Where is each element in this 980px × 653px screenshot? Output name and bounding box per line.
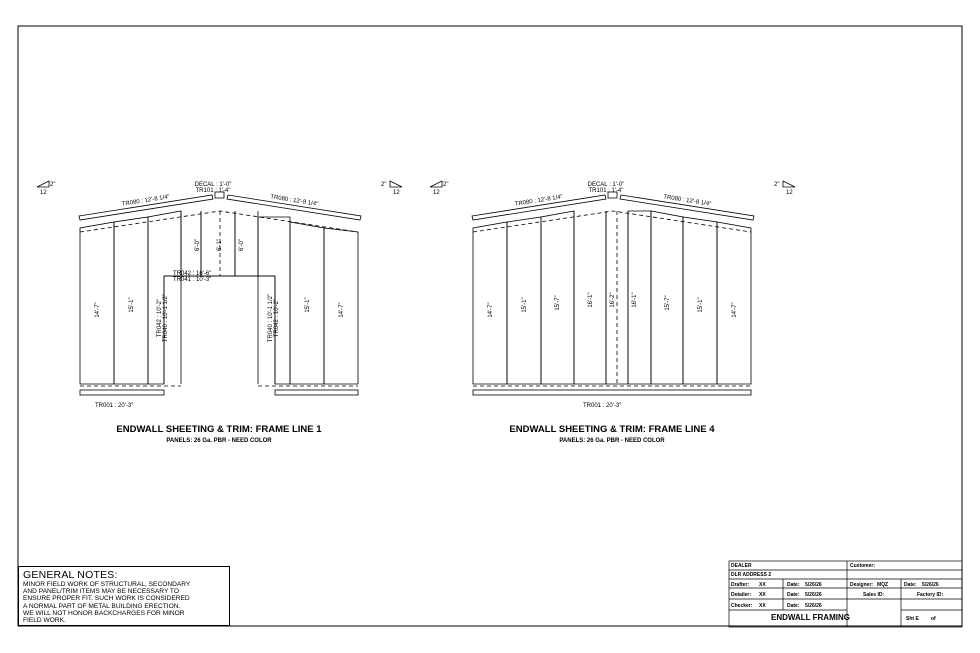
general-notes-line: AND PANEL/TRIM ITEMS MAY BE NECESSARY TO (23, 588, 179, 596)
roof-slope-line (473, 211, 751, 232)
jamb-trim-label: TR042 : 10'-2" (157, 298, 163, 338)
pitch-rise: 2" (50, 182, 56, 188)
panel-length-label: 15'-7" (555, 295, 561, 311)
date-label: Date: (787, 592, 800, 598)
pitch-rise: 2" (774, 182, 780, 188)
general-notes-line: FIELD WORK. (23, 617, 66, 625)
jamb-trim-label: TR040 : 10'-1 1/2" (268, 293, 274, 343)
date-value: 5/26/26 (805, 592, 822, 598)
panel-length-label: 15'-1" (698, 297, 704, 313)
base-trim-label: TR001 : 20'-3" (95, 403, 134, 409)
pitch-run: 12 (40, 190, 47, 196)
ridge-trim-label: TR101 : 1'-4" (195, 188, 231, 194)
header-trim-label: TR042 : 16'-6" (173, 271, 212, 277)
sales-id-label: Sales ID: (863, 592, 885, 598)
panel-length-label: 6'-1" (217, 239, 223, 251)
view-title: ENDWALL SHEETING & TRIM: FRAME LINE 4 (509, 424, 715, 435)
pitch-symbol-right (381, 181, 402, 196)
rake-trim-right-label: TR080 : 12'-8 1/4" (269, 194, 319, 208)
decal-label: DECAL : 1'-0" (587, 182, 625, 188)
panel-length-label: 15'-1" (129, 297, 135, 313)
address-field: DLR ADDRESS 2 (731, 572, 772, 578)
dealer-field: DEALER (731, 563, 752, 569)
jamb-trim-label: TR040 : 10'-1 1/2" (163, 293, 169, 343)
ridge-trim-label: TR101 : 1'-4" (588, 188, 624, 194)
general-notes-line: A NORMAL PART OF METAL BUILDING ERECTION. (23, 602, 181, 610)
base-trim (275, 390, 358, 395)
base-trim (473, 390, 751, 395)
drawing-title: ENDWALL FRAMING (771, 613, 850, 622)
detailer-label: Detailer: (731, 592, 752, 598)
general-notes-line: MINOR FIELD WORK OF STRUCTURAL, SECONDARY (23, 581, 191, 588)
rake-trim-right-label: TR080 : 12'-8 1/4" (662, 194, 712, 208)
date-label: Date: (787, 603, 800, 609)
base-trim (80, 390, 164, 395)
general-notes-heading: GENERAL NOTES: (23, 569, 118, 581)
panel-length-label: 6'-0" (239, 239, 245, 251)
base-trim-label: TR001 : 20'-3" (583, 403, 622, 409)
jamb-trim-label: TR042 : 10'-2" (274, 298, 280, 338)
rake-trim-left-label: TR080 : 12'-8 1/4" (514, 194, 564, 208)
header-trim-label: TR041 : 10'-3" (173, 277, 212, 283)
customer-field: Customer: (850, 563, 876, 569)
roof-slope-line (80, 211, 358, 232)
pitch-run: 12 (433, 190, 440, 196)
of-label: of (931, 616, 936, 622)
title-block (729, 561, 962, 627)
checker-value: XX (759, 603, 766, 609)
panel-length-label: 16'-1" (632, 292, 638, 308)
panel-length-label: 14'-7" (732, 302, 738, 318)
panel-length-label: 15'-1" (305, 297, 311, 313)
panel-length-label: 15'-7" (665, 295, 671, 311)
view-subtitle: PANELS: 26 Ga. PBR - NEED COLOR (166, 438, 272, 444)
panel-length-label: 16'-1" (588, 292, 594, 308)
endwall-elevation-frame-line-1 (37, 181, 402, 444)
date-label: Date: (787, 582, 800, 588)
endwall-elevation-frame-line-4 (430, 181, 795, 444)
general-notes (18, 566, 230, 626)
view-title: ENDWALL SHEETING & TRIM: FRAME LINE 1 (116, 424, 322, 435)
panel-length-label: 16'-2" (610, 292, 616, 308)
designer-value: MQZ (877, 582, 889, 588)
pitch-rise: 2" (443, 182, 449, 188)
sheet-label: Sht E (906, 616, 919, 622)
drafter-value: XX (759, 582, 766, 588)
rake-trim-left-label: TR080 : 12'-8 1/4" (121, 194, 171, 208)
decal-label: DECAL : 1'-0" (194, 182, 232, 188)
pitch-run: 12 (393, 190, 400, 196)
date-label: Date: (904, 582, 917, 588)
designer-date-value: 5/26/26 (922, 582, 939, 588)
checker-label: Checker: (731, 603, 753, 609)
designer-label: Designer: (850, 582, 874, 588)
panel-length-label: 14'-7" (488, 302, 494, 318)
general-notes-line: WE WILL NOT HONOR BACKCHARGES FOR MINOR (23, 609, 185, 617)
detailer-value: XX (759, 592, 766, 598)
panel-length-label: 14'-7" (339, 302, 345, 318)
pitch-symbol-left (37, 181, 55, 196)
date-value: 5/26/26 (805, 582, 822, 588)
panel-length-label: 6'-0" (195, 239, 201, 251)
pitch-rise: 2" (381, 182, 387, 188)
pitch-symbol-right (774, 181, 795, 196)
factory-id-label: Factory ID: (917, 592, 944, 598)
date-value: 5/26/26 (805, 603, 822, 609)
view-subtitle: PANELS: 26 Ga. PBR - NEED COLOR (559, 438, 665, 444)
pitch-symbol-left (430, 181, 448, 196)
general-notes-line: ENSURE PROPER FIT. SUCH WORK IS CONSIDERED (23, 595, 190, 603)
drafter-label: Drafter: (731, 582, 750, 588)
door-opening-frame (164, 276, 275, 384)
panel-length-label: 14'-7" (95, 302, 101, 318)
panel-length-label: 15'-1" (522, 297, 528, 313)
pitch-run: 12 (786, 190, 793, 196)
